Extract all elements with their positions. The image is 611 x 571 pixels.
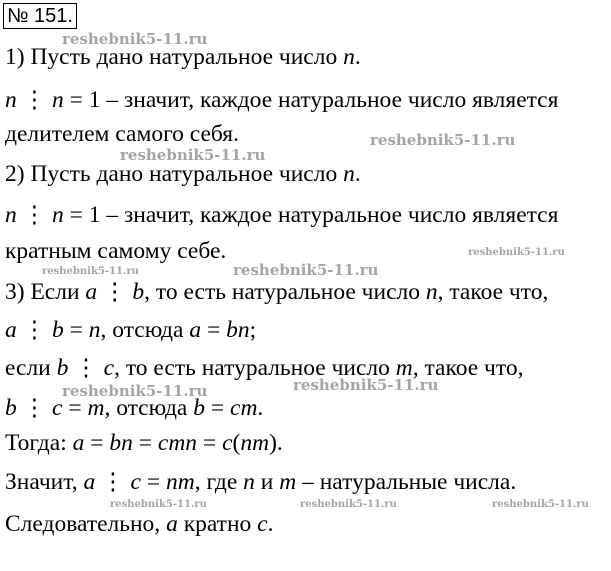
solution-line xyxy=(5,201,558,229)
solution-line xyxy=(5,316,256,344)
math-variable: b xyxy=(52,317,64,343)
line-text: 3) Если xyxy=(5,279,86,305)
watermark: reshebnik5-11.ru xyxy=(62,30,208,48)
watermark: reshebnik5-11.ru xyxy=(233,261,379,279)
line-text: кратным самому себе. xyxy=(5,238,227,264)
math-variable: n xyxy=(5,202,17,228)
math-variable: c xyxy=(257,511,268,537)
line-text: = xyxy=(205,395,231,421)
line-text: ( xyxy=(232,430,241,456)
watermark: reshebnik5-11.ru xyxy=(492,499,589,510)
line-text: . xyxy=(257,395,264,421)
line-text: кратно xyxy=(177,511,258,537)
math-variable: a xyxy=(85,279,98,305)
line-text: = xyxy=(63,317,89,343)
math-variable: b xyxy=(5,395,17,421)
solution-line xyxy=(5,278,548,306)
line-text: ⋮ xyxy=(16,202,52,228)
math-variable: c xyxy=(222,430,233,456)
watermark: reshebnik5-11.ru xyxy=(300,499,397,510)
math-variable: n xyxy=(343,44,355,70)
line-text: , то есть натуральное число xyxy=(114,355,396,381)
line-text: ⋮ xyxy=(95,469,131,495)
line-text: . xyxy=(267,511,274,537)
watermark: reshebnik5-11.ru xyxy=(120,146,266,164)
line-text: ⋮ xyxy=(97,279,133,305)
line-text: = xyxy=(197,430,223,456)
watermark: reshebnik5-11.ru xyxy=(62,382,208,400)
math-variable: m xyxy=(279,469,297,495)
math-variable: a xyxy=(189,317,202,343)
math-variable: a xyxy=(72,430,85,456)
line-text: Тогда: xyxy=(5,430,73,456)
line-text: Значит, xyxy=(5,469,84,495)
line-text: , такое что, xyxy=(412,355,524,381)
line-text: = 1 – значит, каждое натуральное число является xyxy=(63,87,559,113)
line-text: и xyxy=(254,469,280,495)
math-variable: c xyxy=(103,355,115,381)
line-text: – натуральные числа. xyxy=(296,469,517,495)
watermark: reshebnik5-11.ru xyxy=(42,266,139,277)
solution-line xyxy=(5,510,273,538)
line-text: = xyxy=(140,469,166,495)
solution-line xyxy=(5,160,361,188)
watermark: reshebnik5-11.ru xyxy=(293,376,439,394)
math-variable: n xyxy=(425,279,438,305)
math-variable: c xyxy=(130,469,141,495)
math-variable: b xyxy=(132,279,145,305)
math-variable: b xyxy=(56,355,69,381)
math-variable: n xyxy=(343,161,355,187)
line-text: делителем самого себя. xyxy=(5,121,239,147)
solution-line xyxy=(5,429,283,457)
math-variable: m xyxy=(395,355,413,381)
math-variable: bn xyxy=(226,317,250,343)
line-text: . xyxy=(354,44,361,70)
math-variable: n xyxy=(88,317,101,343)
line-text: 2) Пусть дано натуральное число xyxy=(5,161,344,187)
line-text: ⋮ xyxy=(68,355,104,381)
math-variable: c xyxy=(52,395,63,421)
solution-line xyxy=(5,237,226,265)
solution-line xyxy=(5,468,516,496)
line-text: = xyxy=(132,430,158,456)
watermark: reshebnik5-11.ru xyxy=(370,131,516,149)
math-variable: n xyxy=(52,202,64,228)
line-text: = xyxy=(62,395,88,421)
math-variable: a xyxy=(166,511,178,537)
math-variable: nm xyxy=(165,469,195,495)
math-variable: a xyxy=(83,469,96,495)
line-text: = xyxy=(201,317,227,343)
solution-line xyxy=(5,86,558,114)
line-text: ; xyxy=(249,317,257,343)
line-text: ⋮ xyxy=(16,317,52,343)
math-variable: n xyxy=(243,469,255,495)
line-text: ⋮ xyxy=(16,395,52,421)
line-text: , отсюда xyxy=(104,395,194,421)
line-text: если xyxy=(5,355,57,381)
watermark: reshebnik5-11.ru xyxy=(468,247,565,258)
watermark: reshebnik5-11.ru xyxy=(110,499,207,510)
line-text: 1) Пусть дано натуральное число xyxy=(5,44,344,70)
solution-line xyxy=(5,120,239,148)
problem-number-box: № 151. xyxy=(3,3,77,29)
line-text: = 1 – значит, каждое натуральное число является xyxy=(63,202,559,228)
math-variable: n xyxy=(52,87,64,113)
line-text: ⋮ xyxy=(16,87,52,113)
line-text: ). xyxy=(269,430,283,456)
math-variable: n xyxy=(5,87,17,113)
math-variable: b xyxy=(193,395,205,421)
line-text: , отсюда xyxy=(100,317,190,343)
solution-line xyxy=(5,354,523,382)
line-text: = xyxy=(84,430,110,456)
math-variable: cm xyxy=(230,395,258,421)
line-text: , такое что, xyxy=(437,279,549,305)
line-text: . xyxy=(354,161,361,187)
line-text: , то есть натуральное число xyxy=(144,279,426,305)
line-text: , где xyxy=(194,469,244,495)
line-text: Следовательно, xyxy=(5,511,167,537)
math-variable: nm xyxy=(240,430,270,456)
math-variable: bn xyxy=(109,430,133,456)
math-variable: cmn xyxy=(157,430,198,456)
math-variable: m xyxy=(87,395,105,421)
math-variable: a xyxy=(5,317,17,343)
